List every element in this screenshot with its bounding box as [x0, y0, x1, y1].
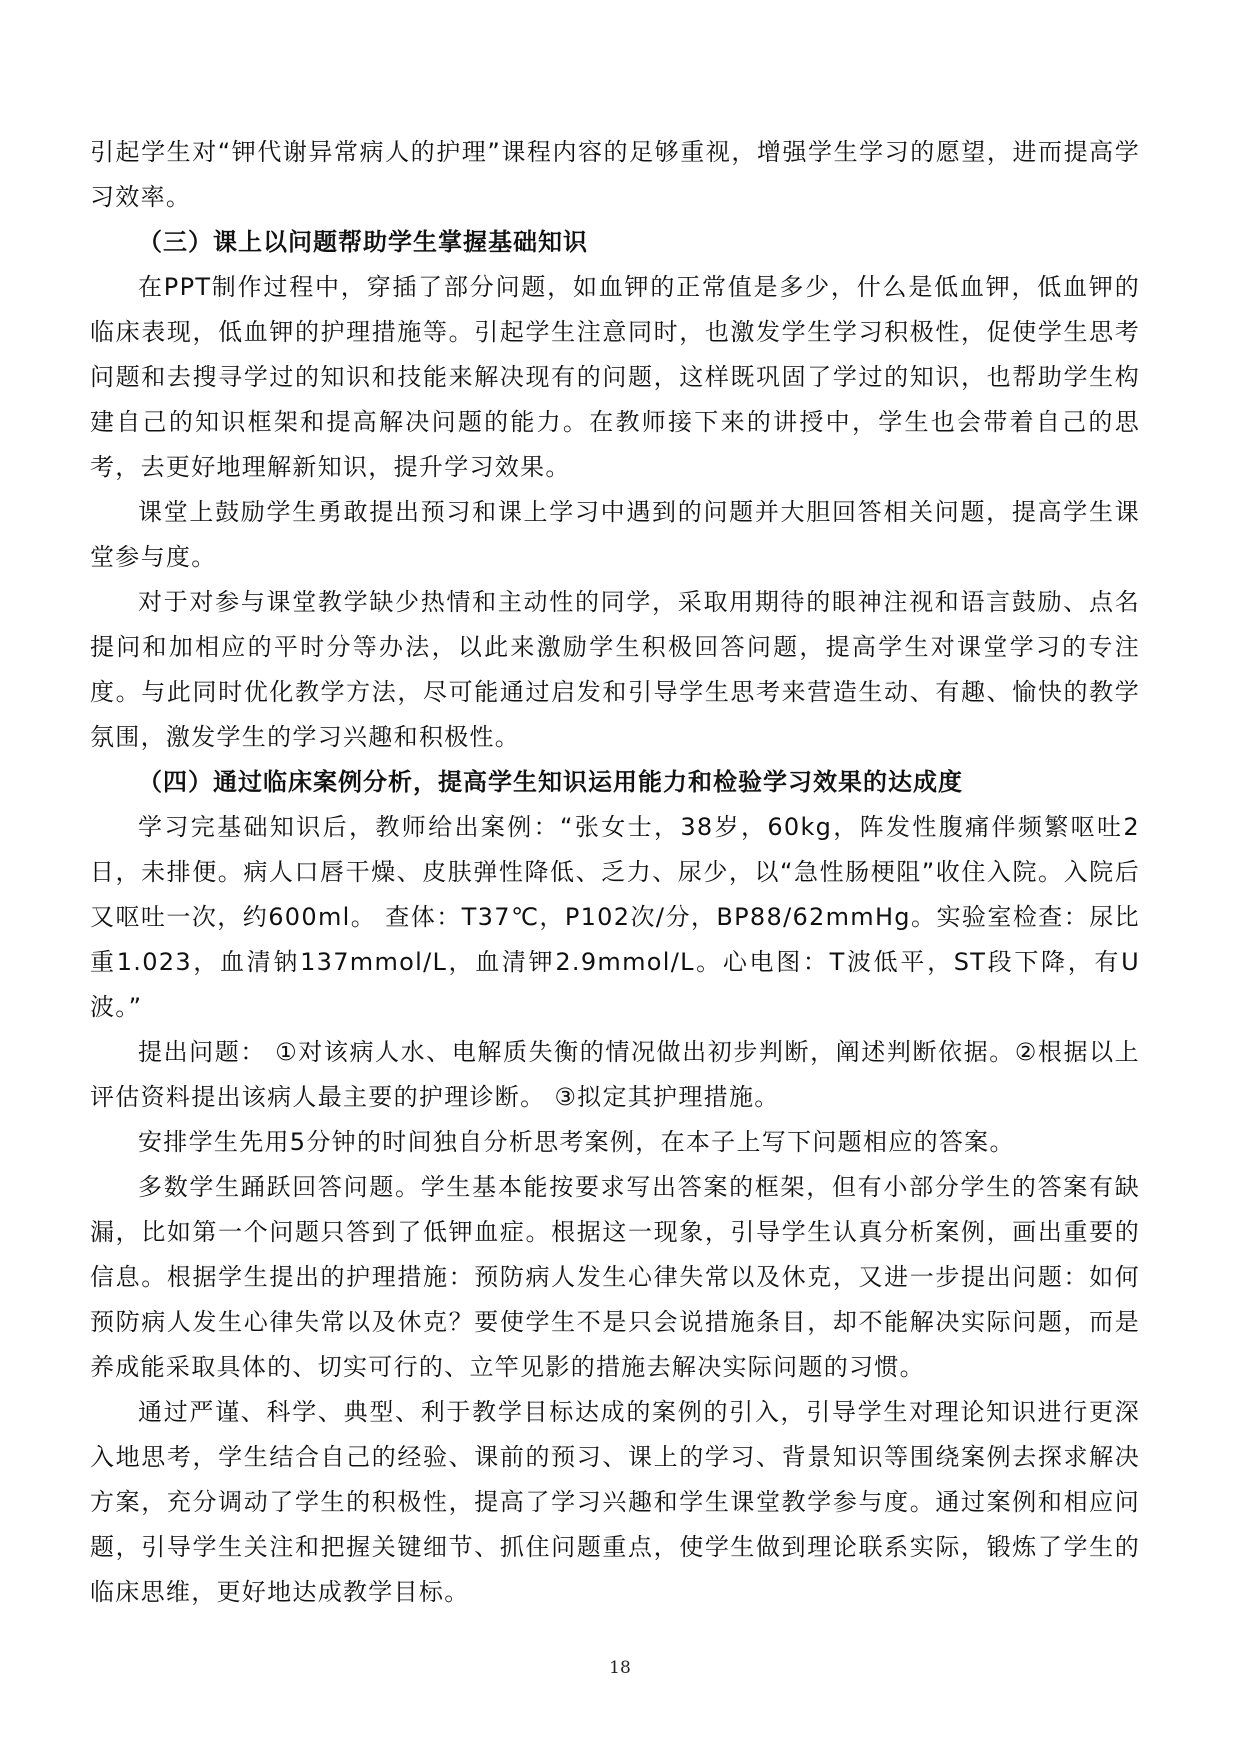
paragraph-student-answers: 多数学生踊跃回答问题。学生基本能按要求写出答案的框架，但有小部分学生的答案有缺漏，比如第一个问题只答到了低钾血症。根据这一现象，引导学生认真分析案例，画出重要的信息。根据学生提出的护理措施：预防病人发生心律失常以及休克，又进一步提出问题：如何预防病人发生心律失常以及休克？要使学生不是只会说措施条目，却不能解决实际问题，而是养成能采取具体的、切实可行的、立竿见影的措施去解决实际问题的习惯。: [90, 1173, 1140, 1381]
paragraph-encourage-questions: 课堂上鼓励学生勇敢提出预习和课上学习中遇到的问题并大胆回答相关问题，提高学生课堂参与度。: [90, 498, 1140, 571]
paragraph-conclusion: 通过严谨、科学、典型、利于教学目标达成的案例的引入，引导学生对理论知识进行更深入地思考，学生结合自己的经验、课前的预习、课上的学习、背景知识等围绕案例去探求解决方案，充分调动了学生的积极性，提高了学习兴趣和学生课堂教学参与度。通过案例和相应问题，引导学生关注和把握关键细节、抓住问题重点，使学生做到理论联系实际，锻炼了学生的临床思维，更好地达成教学目标。: [90, 1398, 1140, 1606]
section-heading-4: （四）通过临床案例分析，提高学生知识运用能力和检验学习效果的达成度: [138, 768, 963, 796]
paragraph-questions: 提出问题： ①对该病人水、电解质失衡的情况做出初步判断，阐述判断依据。②根据以上评估资料提出该病人最主要的护理诊断。 ③拟定其护理措施。: [90, 1038, 1140, 1111]
document-page: [90, 130, 1140, 1615]
page-number: 18: [609, 1658, 631, 1678]
section-heading-3: （三）课上以问题帮助学生掌握基础知识: [138, 228, 588, 256]
paragraph-analysis-time: 安排学生先用5分钟的时间独自分析思考案例，在本子上写下问题相应的答案。: [138, 1128, 1015, 1156]
paragraph-case-study: 学习完基础知识后，教师给出案例：“张女士，38岁，60kg，阵发性腹痛伴频繁呕吐2日，未排便。病人口唇干燥、皮肤弹性降低、乏力、尿少，以“急性肠梗阻”收住入院。入院后又呕吐一次，约600ml。 查体：T37℃，P102次/分，BP88/62mmHg。实验室检查：尿比重1.023，血清钠137mmol/L，血清钾2.9mmol/L。心电图：T波低平，ST段下降，有U波。”: [90, 813, 1140, 1021]
paragraph-engagement: 对于对参与课堂教学缺少热情和主动性的同学，采取用期待的眼神注视和语言鼓励、点名提问和加相应的平时分等办法，以此来激励学生积极回答问题，提高学生对课堂学习的专注度。与此同时优化教学方法，尽可能通过启发和引导学生思考来营造生动、有趣、愉快的教学氛围，激发学生的学习兴趣和积极性。: [90, 588, 1140, 751]
paragraph-ppt-questions: 在PPT制作过程中，穿插了部分问题，如血钾的正常值是多少，什么是低血钾，低血钾的临床表现，低血钾的护理措施等。引起学生注意同时，也激发学生学习积极性，促使学生思考问题和去搜寻学过的知识和技能来解决现有的问题，这样既巩固了学过的知识，也帮助学生构建自己的知识框架和提高解决问题的能力。在教师接下来的讲授中，学生也会带着自己的思考，去更好地理解新知识，提升学习效果。: [90, 273, 1140, 481]
paragraph-continuation: 引起学生对“钾代谢异常病人的护理”课程内容的足够重视，增强学生学习的愿望，进而提高学习效率。: [90, 138, 1140, 211]
